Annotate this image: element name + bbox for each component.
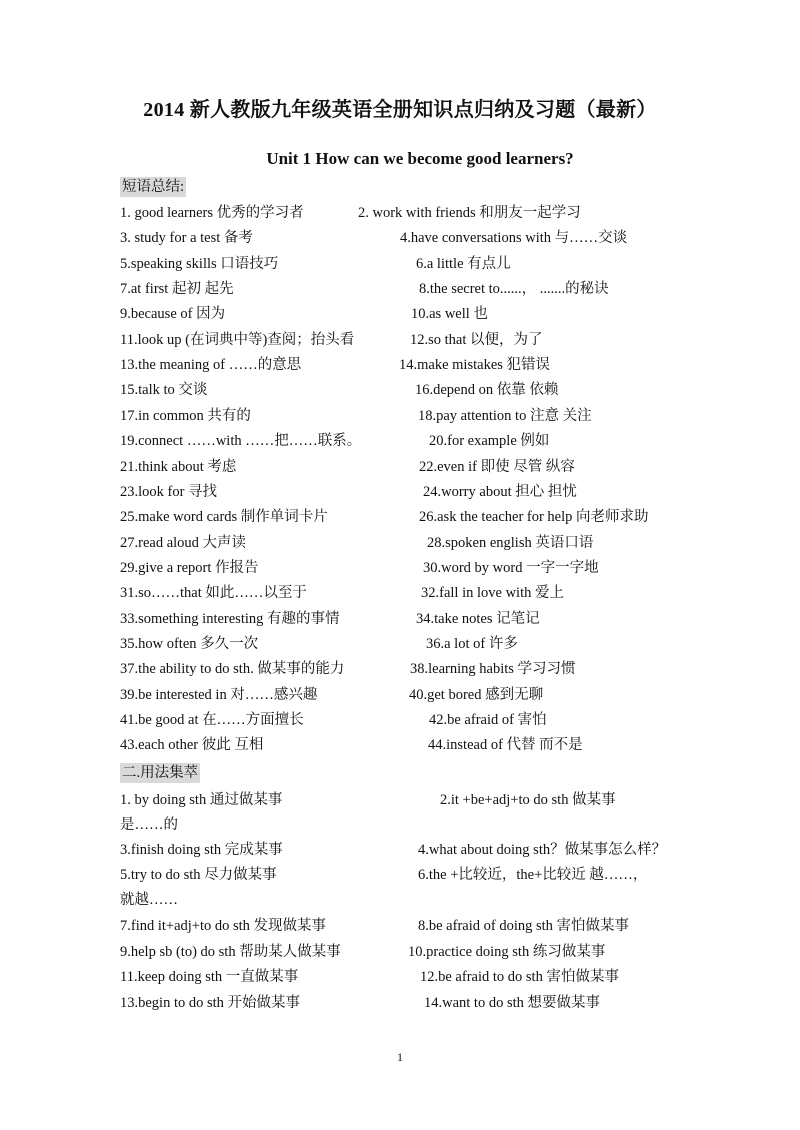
usage-item: 9.help sb (to) do sth 帮助某人做某事 <box>120 944 341 960</box>
phrase-item: 38.learning habits 学习习惯 <box>410 661 576 678</box>
phrase-item: 36.a lot of 许多 <box>426 635 518 652</box>
phrase-item: 35.how often 多久一次 <box>120 635 259 652</box>
phrase-item: 25.make word cards 制作单词卡片 <box>120 509 328 526</box>
phrase-row <box>120 253 720 275</box>
unit-title: Unit 1 How can we become good learners? <box>266 149 574 168</box>
phrase-row <box>120 405 720 427</box>
phrase-item: 26.ask the teacher for help 向老师求助 <box>419 509 649 526</box>
phrase-item: 42.be afraid of 害怕 <box>429 712 547 728</box>
phrase-item: 19.connect ……with ……把……联系。 <box>120 433 362 450</box>
phrase-item: 12.so that 以便，为了 <box>410 331 543 348</box>
usage-item: 4.what about doing sth？做某事怎么样？ <box>418 842 667 858</box>
usage-item: 14.want to do sth 想要做某事 <box>424 995 601 1011</box>
usage-row <box>120 789 720 811</box>
phrase-row <box>120 557 720 579</box>
phrase-row <box>120 202 720 224</box>
phrase-item: 7.at first 起初 起先 <box>120 281 234 298</box>
phrase-item: 41.be good at 在……方面擅长 <box>120 712 304 728</box>
phrase-item: 22.even if 即使 尽管 纵容 <box>419 458 575 475</box>
phrase-row <box>120 506 720 528</box>
usage-row <box>120 864 720 886</box>
phrase-row <box>120 227 720 249</box>
phrase-row <box>120 532 720 554</box>
usage-item: 11.keep doing sth 一直做某事 <box>120 969 299 985</box>
phrase-row <box>120 303 720 325</box>
phrase-row <box>120 734 720 756</box>
usage-row <box>120 966 720 988</box>
phrase-item: 29.give a report 作报告 <box>120 559 259 576</box>
phrase-item: 11.look up (在词典中等)查阅；抬头看 <box>120 331 355 348</box>
phrase-row <box>120 329 720 351</box>
phrase-item: 10.as well 也 <box>411 306 488 323</box>
usage-item: 5.try to do sth 尽力做某事 <box>120 867 277 883</box>
usage-item: 3.finish doing sth 完成某事 <box>120 842 283 858</box>
phrase-item: 39.be interested in 对……感兴趣 <box>120 686 318 703</box>
phrase-row <box>120 456 720 478</box>
phrase-item: 8.the secret to......， .......的秘诀 <box>419 281 609 298</box>
usage-item: 是……的 <box>120 817 178 833</box>
phrase-row <box>120 658 720 680</box>
usage-item: 7.find it+adj+to do sth 发现做某事 <box>120 918 327 934</box>
phrase-row <box>120 582 720 604</box>
phrase-item: 30.word by word 一字一字地 <box>423 559 599 576</box>
usage-item: 12.be afraid to do sth 害怕做某事 <box>420 969 619 985</box>
phrase-row <box>120 633 720 655</box>
usage-row <box>120 915 720 937</box>
phrase-item: 43.each other 彼此 互相 <box>120 737 264 754</box>
phrase-item: 5.speaking skills 口语技巧 <box>120 255 279 272</box>
phrase-item: 37.the ability to do sth. 做某事的能力 <box>120 661 345 678</box>
document-title: 2014 新人教版九年级英语全册知识点归纳及习题（最新） <box>143 99 657 121</box>
phrase-item: 20.for example 例如 <box>429 433 550 450</box>
phrase-item: 14.make mistakes 犯错误 <box>399 357 551 374</box>
phrase-row <box>120 278 720 300</box>
usage-row <box>120 992 720 1014</box>
section-heading-usages: 二.用法集萃 <box>122 765 199 781</box>
phrase-item: 17.in common 共有的 <box>120 407 251 424</box>
usage-item: 13.begin to do sth 开始做某事 <box>120 995 301 1011</box>
page-number: 1 <box>397 1050 403 1064</box>
phrase-row <box>120 684 720 706</box>
phrase-item: 31.so……that 如此……以至于 <box>120 585 307 602</box>
phrase-item: 4.have conversations with 与……交谈 <box>400 230 628 247</box>
phrase-row <box>120 379 720 401</box>
usage-row <box>120 941 720 963</box>
phrase-item: 44.instead of 代替 而不是 <box>428 737 583 754</box>
phrase-row <box>120 354 720 376</box>
phrase-item: 16.depend on 依靠 依赖 <box>415 382 559 399</box>
phrase-item: 24.worry about 担心 担忧 <box>423 483 577 500</box>
usage-row <box>120 839 720 861</box>
phrase-item: 21.think about 考虑 <box>120 458 237 475</box>
phrase-item: 9.because of 因为 <box>120 306 226 323</box>
phrase-item: 28.spoken english 英语口语 <box>427 534 594 551</box>
phrase-row <box>120 608 720 630</box>
usage-item: 2.it +be+adj+to do sth 做某事 <box>440 792 616 808</box>
phrase-row <box>120 481 720 503</box>
usage-item: 1. by doing sth 通过做某事 <box>120 792 283 808</box>
phrase-row <box>120 430 720 452</box>
phrase-item: 2. work with friends 和朋友一起学习 <box>358 205 581 221</box>
phrase-item: 23.look for 寻找 <box>120 483 218 500</box>
phrase-item: 18.pay attention to 注意 关注 <box>418 407 592 424</box>
phrase-item: 6.a little 有点儿 <box>416 255 511 272</box>
phrase-item: 40.get bored 感到无聊 <box>409 686 544 703</box>
phrase-item: 32.fall in love with 爱上 <box>421 585 564 602</box>
usage-item: 8.be afraid of doing sth 害怕做某事 <box>418 918 630 934</box>
phrase-item: 3. study for a test 备考 <box>120 230 253 247</box>
usage-row <box>120 814 720 836</box>
phrase-item: 33.something interesting 有趣的事情 <box>120 610 340 627</box>
usage-item: 10.practice doing sth 练习做某事 <box>408 944 606 960</box>
phrase-item: 13.the meaning of ……的意思 <box>120 357 302 374</box>
usage-item: 6.the +比较近，the+比较近 越……， <box>418 867 648 883</box>
phrase-item: 34.take notes 记笔记 <box>416 610 540 627</box>
section-heading-phrases: 短语总结: <box>122 179 185 195</box>
phrase-row <box>120 709 720 731</box>
phrase-item: 1. good learners 优秀的学习者 <box>120 205 304 221</box>
phrase-item: 15.talk to 交谈 <box>120 382 208 399</box>
phrase-item: 27.read aloud 大声读 <box>120 534 247 551</box>
usage-item: 就越…… <box>120 892 178 908</box>
usage-row <box>120 889 720 911</box>
